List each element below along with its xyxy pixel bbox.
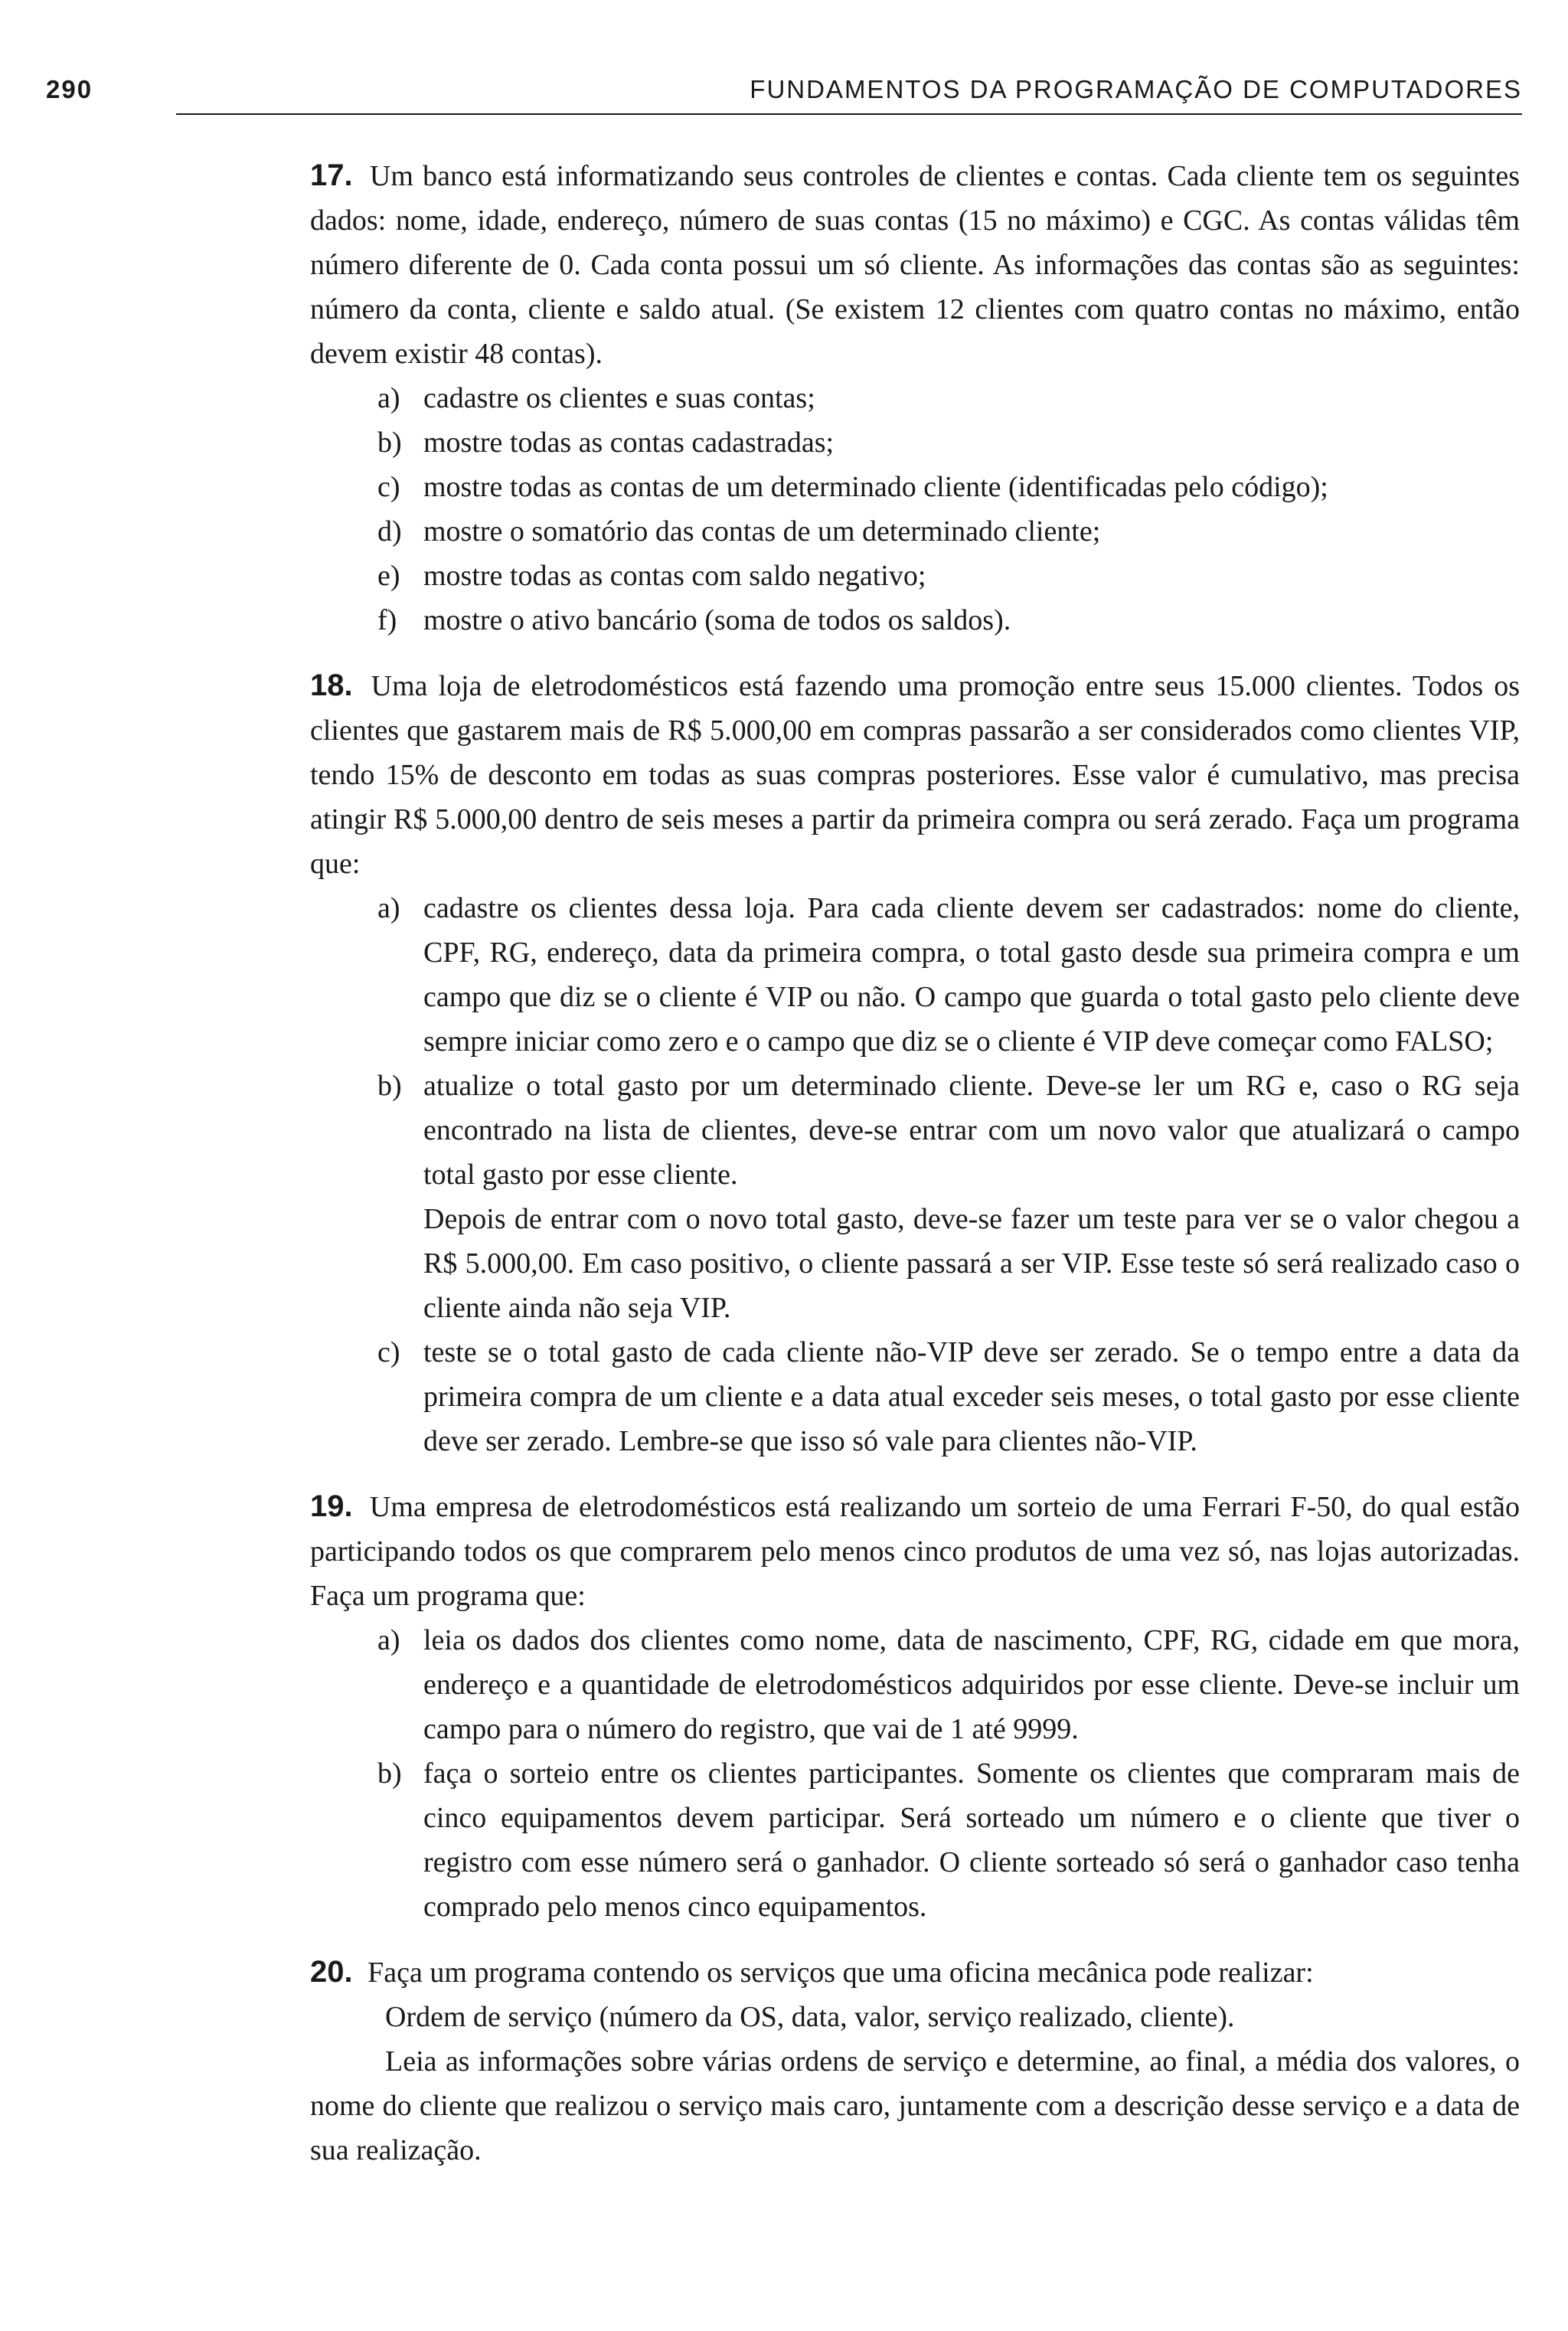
item-text: mostre o ativo bancário (soma de todos os saldos). [423, 604, 1011, 636]
item-marker: b) [377, 1070, 402, 1102]
exercise-items [310, 376, 1520, 642]
list-item [310, 420, 1520, 465]
item-text: mostre todas as contas de um determinado cliente (identificadas pelo código); [423, 471, 1328, 503]
exercise-number: 17. [310, 159, 353, 192]
item-marker: c) [377, 1336, 400, 1368]
item-marker: b) [377, 1757, 402, 1790]
exercise-statement [310, 663, 1520, 886]
item-marker: c) [377, 471, 400, 503]
exercise-list [310, 153, 1520, 2172]
exercise-text: Uma empresa de eletrodomésticos está realizando um sorteio de uma Ferrari F-50, do qual estão participando todos os que comprarem pelo menos cinco produtos de uma vez só, nas lojas autorizadas. Faça um programa que: [310, 1491, 1521, 1612]
item-text: cadastre os clientes e suas contas; [423, 382, 815, 414]
item-marker: a) [377, 1624, 400, 1656]
exercise-number: 18. [310, 669, 353, 702]
exercise-number: 19. [310, 1489, 353, 1523]
item-text: leia os dados dos clientes como nome, data de nascimento, CPF, RG, cidade em que mora, endereço e a quantidade de eletrodomésticos adquiridos por esse cliente. Deve-se incluir um campo para o número do registro, que vai de 1 até 9999. [423, 1624, 1520, 1745]
list-item [310, 1751, 1520, 1929]
exercise-text: Um banco está informatizando seus controles de clientes e contas. Cada cliente tem os seguintes dados: nome, idade, endereço, número de suas contas (15 no máximo) e CGC. As contas válidas têm número diferente de 0. Cada conta possui um só cliente. As informações das contas são as seguintes: número da conta, cliente e saldo atual. (Se existem 12 clientes com quatro contas no máximo, então devem existir 48 contas). [310, 160, 1521, 370]
item-text: cadastre os clientes dessa loja. Para cada cliente devem ser cadastrados: nome do cliente, CPF, RG, endereço, data da primeira compra, o total gasto desde sua primeira compra e um campo que diz se o cliente é VIP ou não. O campo que guarda o total gasto pelo cliente deve sempre iniciar como zero e o campo que diz se o cliente é VIP deve começar como FALSO; [423, 892, 1520, 1058]
item-text: faça o sorteio entre os clientes participantes. Somente os clientes que compraram mais de cinco equipamentos devem participar. Será sorteado um número e o cliente que tiver o registro com esse número será o ganhador. O cliente sorteado só será o ganhador caso tenha comprado pelo menos cinco equipamentos. [423, 1757, 1520, 1923]
item-marker: a) [377, 892, 400, 924]
header-rule [176, 113, 1522, 115]
list-item [310, 509, 1520, 554]
exercise-text: Faça um programa contendo os serviços que uma oficina mecânica pode realizar: [368, 1957, 1314, 1989]
exercise-statement [310, 1950, 1520, 1995]
exercise-17 [310, 153, 1520, 642]
item-text: atualize o total gasto por um determinado cliente. Deve-se ler um RG e, caso o RG seja encontrado na lista de clientes, deve-se entrar com um novo valor que atualizará o campo total gasto por esse cliente. [423, 1070, 1520, 1191]
list-item [310, 1064, 1520, 1330]
list-item [310, 1618, 1520, 1751]
page-number: 290 [46, 75, 93, 103]
item-marker: f) [377, 604, 397, 636]
exercise-paragraph: Leia as informações sobre várias ordens de serviço e determine, ao final, a média dos valores, o nome do cliente que realizou o serviço mais caro, juntamente com a descrição desse serviço e a data de sua realização. [310, 2045, 1520, 2166]
exercise-continuation: Ordem de serviço (número da OS, data, valor, serviço realizado, cliente). [385, 2001, 1235, 2033]
item-marker: e) [377, 560, 400, 592]
list-item [310, 554, 1520, 598]
item-text: mostre todas as contas cadastradas; [423, 427, 835, 459]
running-header [46, 75, 1522, 115]
list-item [310, 1330, 1520, 1463]
item-text: teste se o total gasto de cada cliente não-VIP deve ser zerado. Se o tempo entre a data da primeira compra de um cliente e a data atual exceder seis meses, o total gasto por esse cliente deve ser zerado. Lembre-se que isso só vale para clientes não-VIP. [423, 1336, 1520, 1457]
exercise-19 [310, 1484, 1520, 1929]
exercise-statement [310, 153, 1520, 376]
item-note: Depois de entrar com o novo total gasto, deve-se fazer um teste para ver se o valor chegou a R$ 5.000,00. Em caso positivo, o cliente passará a ser VIP. Esse teste só será realizado caso o cliente ainda não seja VIP. [423, 1203, 1520, 1324]
list-item [310, 465, 1520, 509]
item-marker: b) [377, 427, 402, 459]
item-marker: a) [377, 382, 400, 414]
list-item [310, 886, 1520, 1064]
item-text: mostre todas as contas com saldo negativo; [423, 560, 926, 592]
exercise-number: 20. [310, 1955, 353, 1989]
item-text: mostre o somatório das contas de um determinado cliente; [423, 515, 1101, 548]
list-item [310, 598, 1520, 642]
exercise-items [310, 1618, 1520, 1929]
exercise-20 [310, 1950, 1520, 2172]
exercise-18 [310, 663, 1520, 1463]
list-item [310, 376, 1520, 420]
exercise-statement [310, 1484, 1520, 1618]
exercise-text: Uma loja de eletrodomésticos está fazendo uma promoção entre seus 15.000 clientes. Todos os clientes que gastarem mais de R$ 5.000,00 em compras passarão a ser considerados como clientes VIP, tendo 15% de desconto em todas as suas compras posteriores. Esse valor é cumulativo, mas precisa atingir R$ 5.000,00 dentro de seis meses a partir da primeira compra ou será zerado. Faça um programa que: [310, 670, 1520, 880]
book-title: FUNDAMENTOS DA PROGRAMAÇÃO DE COMPUTADORES [750, 75, 1522, 103]
item-marker: d) [377, 515, 402, 548]
exercise-items [310, 886, 1520, 1463]
